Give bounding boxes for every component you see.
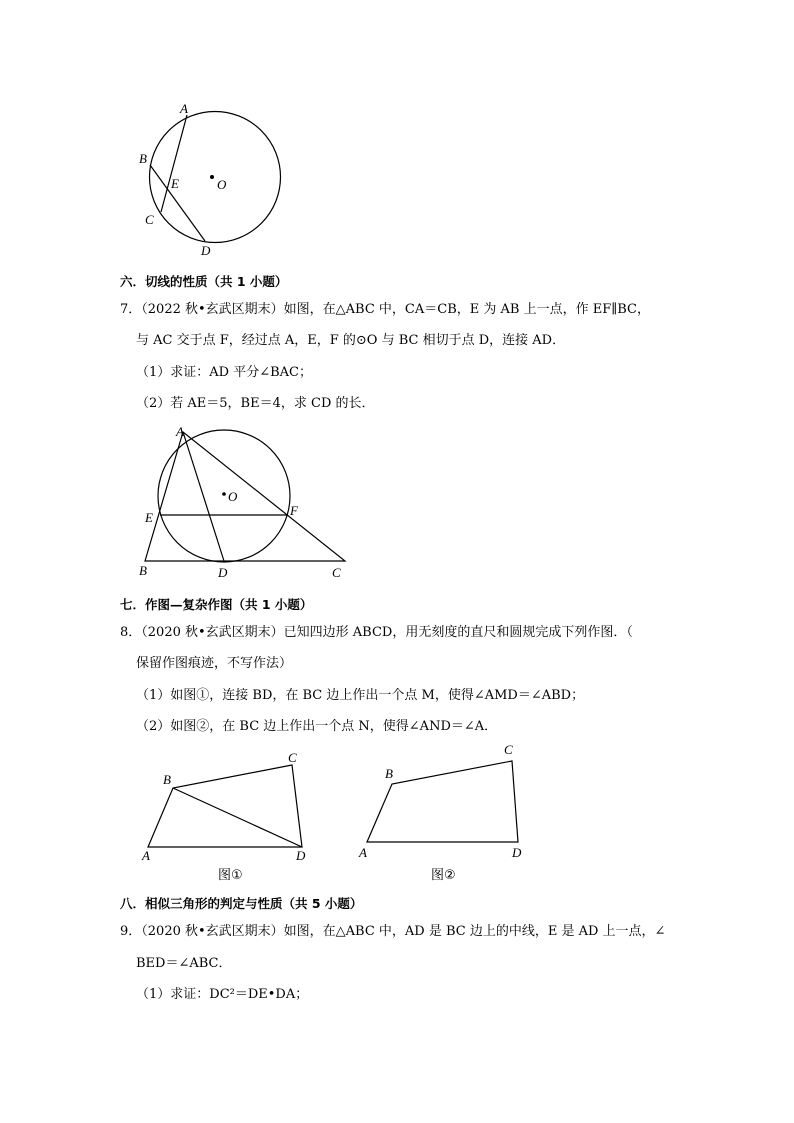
label-b: B: [385, 766, 393, 781]
problem7-line1: 7．（2022 秋•玄武区期末）如图，在△ABC 中，CA＝CB，E 为 AB 上一点，作 EF∥BC，: [120, 302, 650, 317]
label-e: E: [145, 510, 153, 525]
section8-heading: 八．相似三角形的判定与性质（共 5 小题）: [120, 896, 363, 911]
problem7-line2: 与 AC 交于点 F，经过点 A，E，F 的⊙O 与 BC 相切于点 D，连接 AD．: [136, 333, 566, 348]
label-c: C: [504, 742, 513, 757]
problem8-part2: （2）如图②，在 BC 边上作出一个点 N，使得∠AND＝∠A．: [136, 719, 498, 734]
problem9-line1: 9．（2020 秋•玄武区期末）如图，在△ABC 中，AD 是 BC 边上的中线，E 是 AD 上一点，∠: [120, 924, 666, 939]
figure2-caption: 图②: [431, 868, 456, 883]
problem8-line2: 保留作图痕迹，不写作法）: [136, 656, 293, 671]
problem8-line1: 8．（2020 秋•玄武区期末）已知四边形 ABCD，用无刻度的直尺和圆规完成下列作图．（: [120, 625, 633, 640]
label-c: C: [332, 565, 341, 580]
problem7-part2: （2）若 AE＝5，BE＝4，求 CD 的长．: [136, 396, 375, 411]
label-o: O: [228, 489, 238, 504]
problem9-line2: BED＝∠ABC．: [136, 956, 232, 971]
label-f: F: [290, 503, 298, 518]
figure1-caption: 图①: [218, 868, 243, 883]
label-d: D: [296, 848, 306, 863]
label-d: D: [218, 565, 228, 580]
label-e: E: [171, 176, 179, 191]
label-d: D: [201, 243, 211, 258]
label-c: C: [288, 750, 297, 765]
label-d: D: [512, 845, 522, 860]
label-c: C: [145, 212, 154, 227]
label-a: A: [142, 848, 150, 863]
label-b: B: [139, 563, 147, 578]
label-b: B: [163, 772, 171, 787]
problem8-part1: （1）如图①，连接 BD，在 BC 边上作出一个点 M，使得∠AMD＝∠ABD；: [136, 688, 585, 703]
label-o: O: [217, 177, 227, 192]
label-a: A: [359, 845, 367, 860]
section6-heading: 六．切线的性质（共 1 小题）: [120, 274, 288, 289]
problem7-part1: （1）求证：AD 平分∠BAC；: [136, 365, 312, 380]
label-a: A: [176, 424, 184, 439]
label-b: B: [139, 151, 147, 166]
problem9-part1: （1）求证：DC²＝DE•DA；: [136, 987, 309, 1002]
label-a: A: [180, 101, 188, 116]
section7-heading: 七．作图—复杂作图（共 1 小题）: [120, 597, 313, 612]
